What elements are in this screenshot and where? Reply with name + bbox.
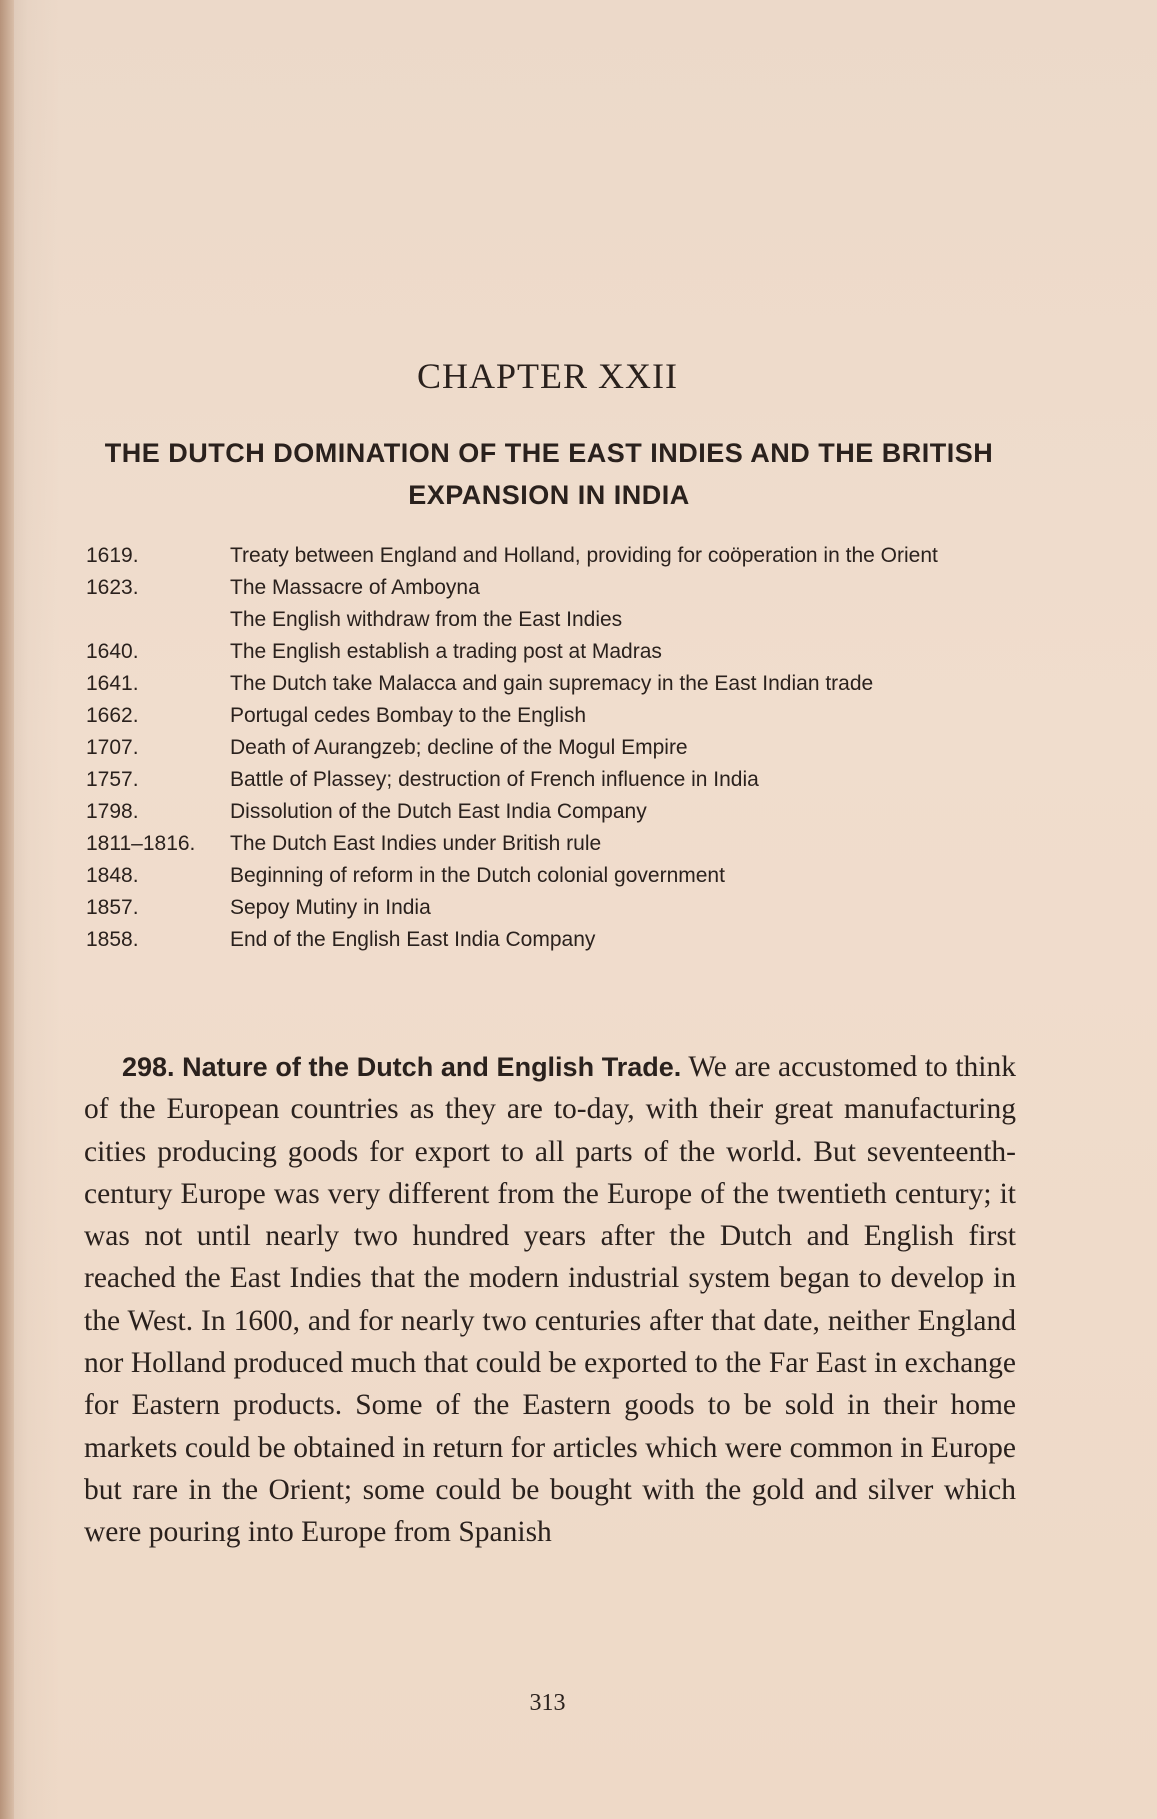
chronology-event: Battle of Plassey; destruction of French influence in India — [230, 768, 759, 791]
page-number: 313 — [529, 1690, 566, 1716]
chronology-row — [86, 860, 1026, 892]
chronology-row — [86, 540, 1026, 572]
section-number: 298. — [122, 1052, 175, 1082]
chronology-row — [86, 924, 1026, 956]
chronology-row — [86, 700, 1026, 732]
chronology-date: 1640. — [86, 640, 139, 663]
page-spine-shadow — [0, 0, 14, 1819]
chronology-row — [86, 668, 1026, 700]
chronology-row — [86, 572, 1026, 604]
chronology-event: The English withdraw from the East Indies — [230, 608, 623, 631]
chronology-date: 1811–1816. — [86, 832, 196, 855]
section-text: We are accustomed to think of the European countries as they are to-day, with their great manufacturing cities producing goods for export to all parts of the world. But seventeenth-century Europe was very different from the Europe of the twentieth century; it was not until nearly two hundred years after the Dutch and English first reached the East Indies that the modern industrial system began to develop in the West. In 1600, and for nearly two centuries after that date, neither England nor Holland produced much that could be exported to the Far East in exchange for Eastern products. Some of the Eastern goods to be sold in their home markets could be obtained in return for articles which were common in Europe but rare in the Orient; some could be bought with the gold and silver which were pouring into Europe from Spanish — [84, 1051, 1016, 1549]
section-298-paragraph — [84, 1046, 1016, 1554]
chronology-date: 1619. — [86, 544, 139, 567]
chronology-row — [86, 636, 1026, 668]
chronology-date: 1848. — [86, 864, 139, 887]
chronology-date: 1858. — [86, 928, 139, 951]
chronology-date: 1623. — [86, 576, 139, 599]
chronology-event: The Dutch East Indies under British rule — [230, 832, 602, 855]
chronology-event: The English establish a trading post at Madras — [230, 640, 662, 663]
chronology-date: 1662. — [86, 704, 139, 727]
chronology-row — [86, 732, 1026, 764]
chronology-event: Beginning of reform in the Dutch colonial government — [230, 864, 725, 887]
chronology-row — [86, 764, 1026, 796]
chronology-row — [86, 796, 1026, 828]
chronology-event: End of the English East India Company — [230, 928, 596, 951]
chronology-event: The Dutch take Malacca and gain supremacy in the East Indian trade — [230, 672, 874, 695]
chapter-heading: THE DUTCH DOMINATION OF THE EAST INDIES AND THE BRITISH EXPANSION IN INDIA — [104, 438, 994, 510]
chronology-date: 1641. — [86, 672, 139, 695]
chronology-row — [86, 828, 1026, 860]
chronology-event: Dissolution of the Dutch East India Company — [230, 800, 647, 823]
chronology-date: 1707. — [86, 736, 139, 759]
chronology-row — [86, 892, 1026, 924]
chronology-date: 1798. — [86, 800, 139, 823]
chronology-event: The Massacre of Amboyna — [230, 576, 480, 599]
chronology-event: Treaty between England and Holland, providing for coöperation in the Orient — [230, 544, 938, 567]
chronology-row — [86, 604, 1026, 636]
chronology-date: 1757. — [86, 768, 139, 791]
chronology-list — [86, 540, 1026, 956]
chronology-date: 1857. — [86, 896, 139, 919]
chronology-event: Sepoy Mutiny in India — [230, 896, 431, 919]
chronology-event: Death of Aurangzeb; decline of the Mogul Empire — [230, 736, 688, 759]
chronology-event: Portugal cedes Bombay to the English — [230, 704, 587, 727]
section-title: Nature of the Dutch and English Trade. — [182, 1052, 682, 1082]
chapter-title: CHAPTER XXII — [417, 356, 678, 396]
